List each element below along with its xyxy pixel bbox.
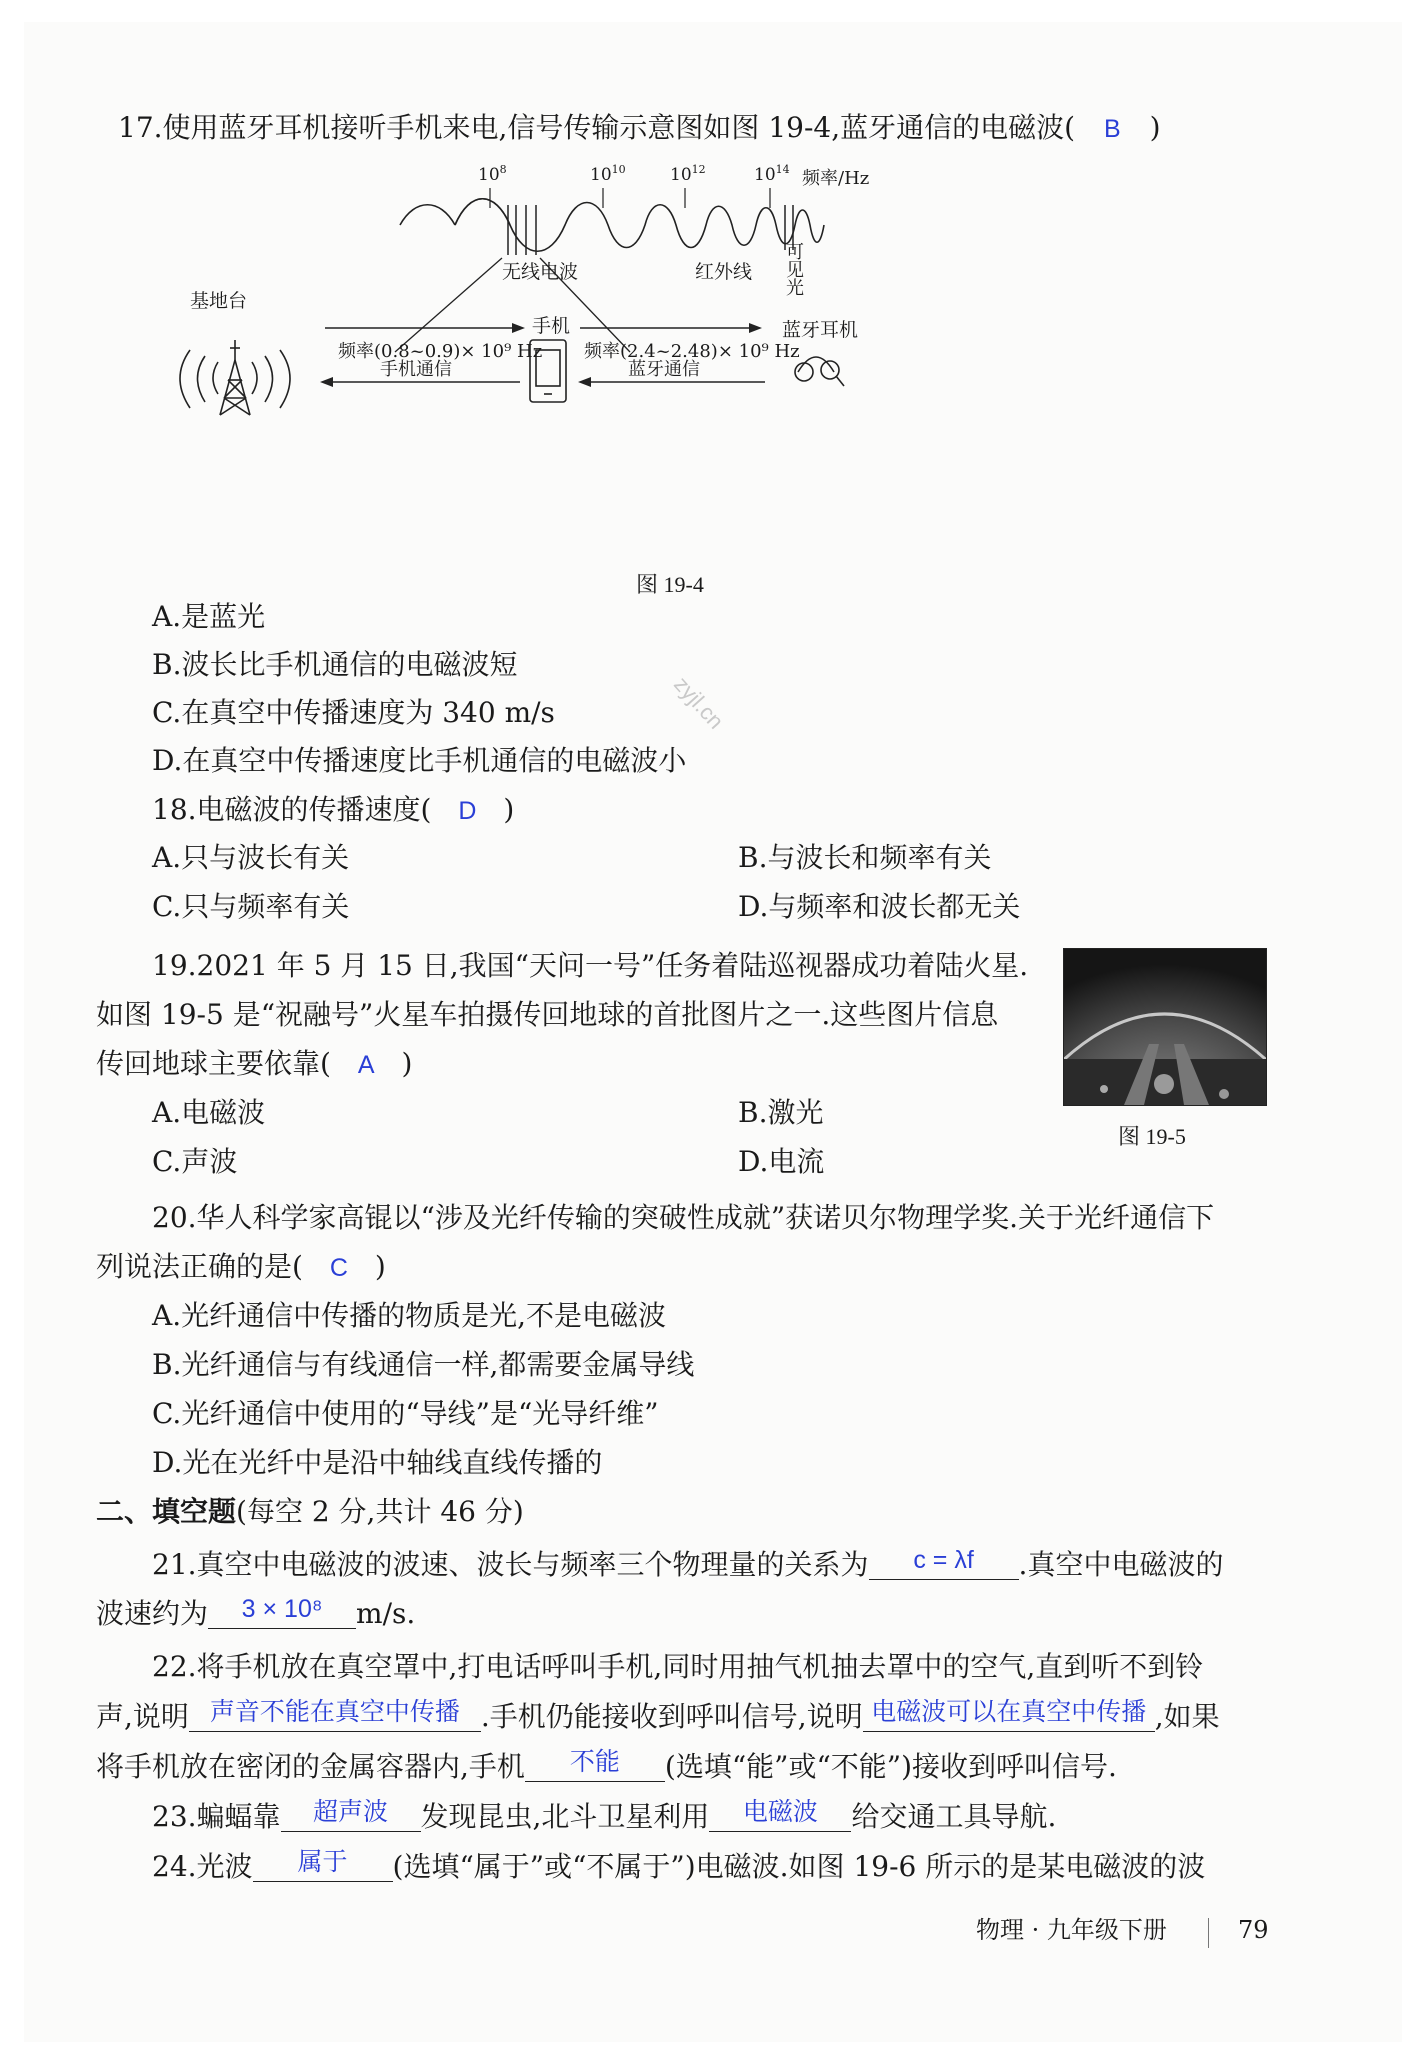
q24-line: 24.光波 属于 (选填“属于”或“不属于”)电磁波.如图 19-6 所示的是某电磁波的波: [152, 1848, 1206, 1883]
figure-19-4: [150, 160, 1150, 460]
q17-option-b: B.波长比手机通信的电磁波短: [152, 648, 518, 681]
q17-option-c: C.在真空中传播速度为 340 m/s: [152, 696, 555, 729]
tick-label-1e12: $10^{12}$: [670, 163, 706, 185]
footer-separator: [1208, 1918, 1209, 1948]
band-visible-label-3: 光: [786, 278, 804, 299]
tick-label-1e14: $10^{14}$: [754, 163, 790, 185]
q23-blank-1: 超声波: [281, 1797, 421, 1832]
q17-stem: 17.使用蓝牙耳机接听手机来电,信号传输示意图如图 19-4,蓝牙通信的电磁波( B ): [118, 111, 1161, 144]
q22-line3: 将手机放在密闭的金属容器内,手机 不能 (选填“能”或“不能”)接收到呼叫信号.: [96, 1748, 1117, 1783]
band-radio-label: 无线电波: [502, 261, 579, 283]
figure-19-4-caption: 图 19-4: [636, 572, 704, 597]
band-visible-label-1: 可: [786, 242, 804, 263]
freq-phone-label: 频率(0.8~0.9)× 10⁹ Hz: [338, 341, 543, 362]
band-visible-label-2: 见: [786, 260, 804, 281]
figure-19-5-caption: 图 19-5: [1118, 1124, 1186, 1149]
em-spectrum-wave: [455, 199, 824, 252]
q18-answer: D: [458, 797, 477, 825]
q21-blank-2: 3 × 10⁸: [208, 1594, 356, 1629]
q20-option-b: B.光纤通信与有线通信一样,都需要金属导线: [152, 1348, 695, 1381]
q19-option-c: C.声波: [152, 1145, 238, 1178]
q17-option-d: D.在真空中传播速度比手机通信的电磁波小: [152, 744, 687, 777]
section-2-heading: 二、填空题(每空 2 分,共计 46 分): [96, 1495, 524, 1528]
phone-comm-label: 手机通信: [380, 359, 452, 380]
q19-line2: 如图 19-5 是“祝融号”火星车拍摄传回地球的首批图片之一.这些图片信息: [96, 998, 999, 1031]
q20-answer: C: [329, 1254, 348, 1282]
freq-axis-label: 频率/Hz: [802, 168, 870, 189]
q22-line1: 22.将手机放在真空罩中,打电话呼叫手机,同时用抽气机抽去罩中的空气,直到听不到铃: [152, 1650, 1204, 1683]
q20-line1: 20.华人科学家高锟以“涉及光纤传输的突破性成就”获诺贝尔物理学奖.关于光纤通信下: [152, 1201, 1215, 1234]
q19-option-a: A.电磁波: [152, 1096, 266, 1129]
base-station-icon: [180, 340, 290, 415]
q17-answer: B: [1103, 115, 1121, 143]
bluetooth-comm-label: 蓝牙通信: [628, 359, 700, 380]
footer-page-number: 79: [1238, 1916, 1269, 1944]
band-infrared-label: 红外线: [695, 261, 753, 283]
q18-option-d: D.与频率和波长都无关: [738, 890, 1021, 923]
q19-answer: A: [357, 1051, 375, 1079]
watermark: zyjl.cn: [669, 671, 729, 734]
earphone-icon: [795, 357, 844, 386]
freq-bluetooth-label: 频率(2.4~2.48)× 10⁹ Hz: [584, 341, 800, 362]
earphone-label: 蓝牙耳机: [782, 319, 859, 341]
q17-option-a: A.是蓝光: [152, 600, 266, 633]
q18-option-a: A.只与波长有关: [152, 841, 350, 874]
q18-stem: 18.电磁波的传播速度( D ): [152, 793, 515, 826]
figure-19-5-photo: [1063, 948, 1267, 1106]
q19-option-b: B.激光: [738, 1096, 824, 1129]
q21-blank-1: c = λf: [869, 1545, 1019, 1580]
q22-blank-2: 电磁波可以在真空中传播: [863, 1697, 1155, 1732]
q22-blank-1: 声音不能在真空中传播: [189, 1697, 481, 1732]
q19-option-d: D.电流: [738, 1145, 825, 1178]
q20-option-d: D.光在光纤中是沿中轴线直线传播的: [152, 1446, 603, 1479]
q21-line1: 21.真空中电磁波的波速、波长与频率三个物理量的关系为 c = λf .真空中电磁波的: [152, 1546, 1224, 1581]
tick-label-1e10: $10^{10}$: [590, 163, 626, 185]
phone-label: 手机: [532, 315, 571, 337]
q23-line: 23.蝙蝠靠 超声波 发现昆虫,北斗卫星利用 电磁波 给交通工具导航.: [152, 1798, 1057, 1833]
phone-icon: [530, 340, 566, 402]
base-station-label: 基地台: [190, 290, 248, 312]
q20-option-c: C.光纤通信中使用的“导线”是“光导纤维”: [152, 1397, 659, 1430]
q22-blank-3: 不能: [525, 1747, 665, 1782]
q19-line1: 19.2021 年 5 月 15 日,我国“天问一号”任务着陆巡视器成功着陆火星.: [152, 949, 1029, 982]
footer-book-title: 物理 · 九年级下册: [976, 1916, 1167, 1944]
q23-blank-2: 电磁波: [709, 1797, 851, 1832]
q18-option-b: B.与波长和频率有关: [738, 841, 992, 874]
em-spectrum-wave-left: [455, 199, 510, 225]
q21-line2: 波速约为 3 × 10⁸ m/s.: [96, 1595, 416, 1630]
q22-line2: 声,说明 声音不能在真空中传播 .手机仍能接收到呼叫信号,说明 电磁波可以在真空中传播 ,如果: [96, 1698, 1220, 1733]
q18-option-c: C.只与频率有关: [152, 890, 350, 923]
q20-option-a: A.光纤通信中传播的物质是光,不是电磁波: [152, 1299, 667, 1332]
q24-blank-1: 属于: [253, 1847, 393, 1882]
tick-label-1e8: $10^8$: [478, 163, 507, 185]
em-spectrum-wave-head: [400, 205, 455, 225]
q19-line3: 传回地球主要依靠( A ): [96, 1047, 413, 1080]
q20-line2: 列说法正确的是( C ): [96, 1250, 386, 1283]
